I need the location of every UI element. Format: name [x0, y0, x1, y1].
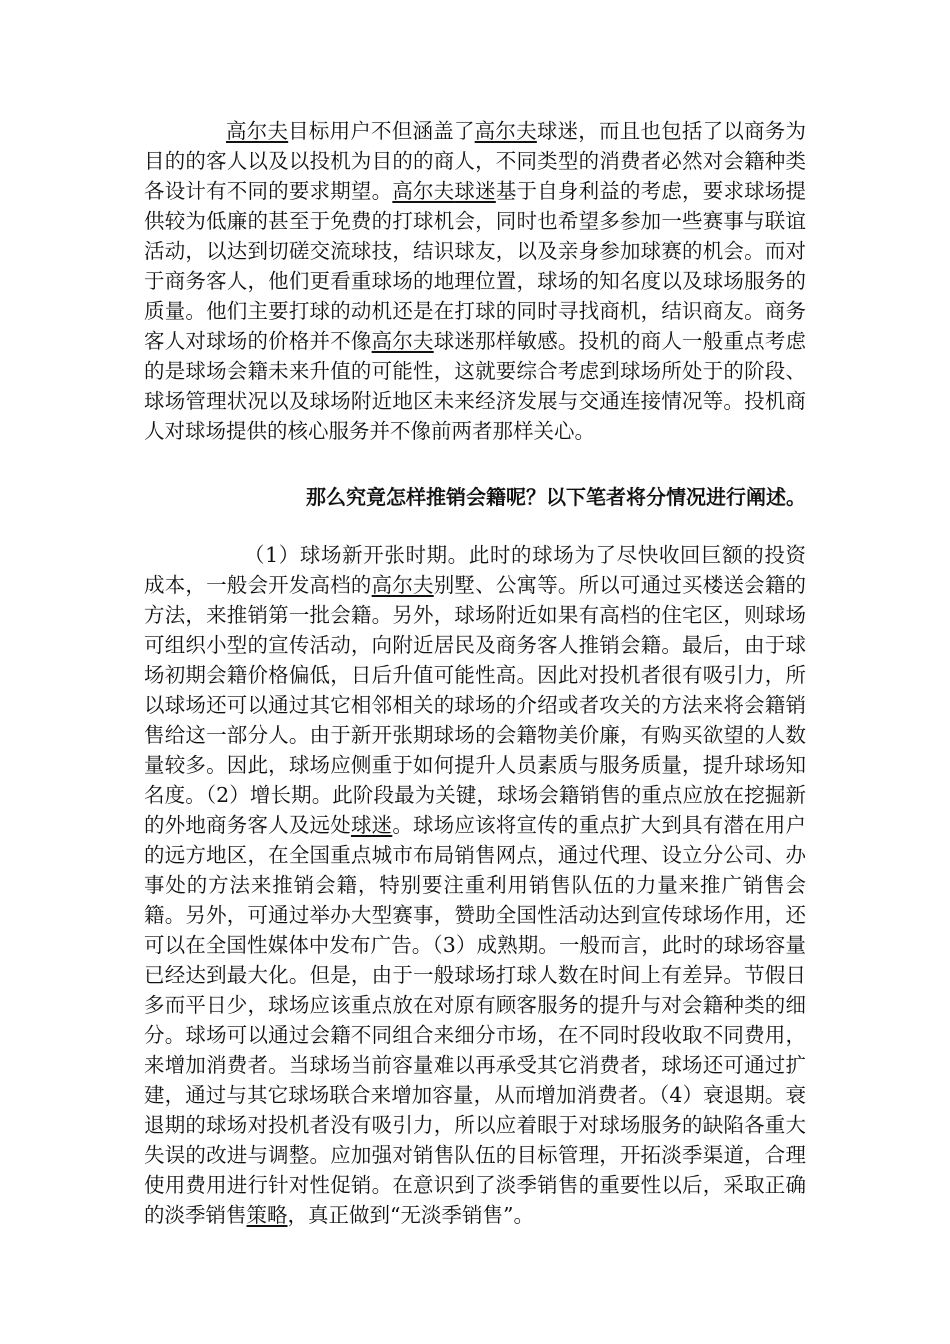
- link-golf[interactable]: 高尔夫: [474, 119, 537, 143]
- text-run: 目标用户不但涵盖了: [288, 119, 475, 143]
- text-run: 基于自身利益的考虑，要求球场提供较为低廉的甚至于免费的打球机会，同时也希望多参加一些赛事与联谊活动，以达到切磋交流球技，结识球友，以及亲身参加球赛的机会。而对于商务客人，他们更看重球场的地理位置，球场的知名度以及球场服务的质量。他们主要打球的动机还是在打球的同时寻找商机，结识商友。商务客人对球场的价格并不像: [144, 179, 807, 353]
- document-page: [144, 116, 806, 1230]
- link-fans[interactable]: 球迷: [350, 813, 393, 837]
- link-fans[interactable]: 球迷: [454, 179, 496, 203]
- text-run: ，真正做到“无淡季销售”。: [287, 1203, 534, 1227]
- link-golf[interactable]: 高尔夫: [371, 573, 434, 597]
- link-strategy[interactable]: 策略: [246, 1203, 288, 1227]
- paragraph-sales-stages: [144, 540, 806, 1230]
- text-run: 。球场应该将宣传的重点扩大到具有潜在用户的远方地区，在全国重点城市布局销售网点，通过代理、设立分公司、办事处的方法来推销会籍，特别要注重利用销售队伍的力量来推广销售会籍。另外，可通过举办大型赛事，赞助全国性活动达到宣传球场作用，还可以在全国性媒体中发布广告。（3）成熟期。一般而言，此时的球场容量已经达到最大化。但是，由于一般球场打球人数在时间上有差异。节假日多而平日少，球场应该重点放在对原有顾客服务的提升与对会籍种类的细分。球场可以通过会籍不同组合来细分市场，在不同时段收取不同费用，来增加消费者。当球场当前容量难以再承受其它消费者，球场还可通过扩建，通过与其它球场联合来增加容量，从而增加消费者。（4）衰退期。衰退期的球场对投机者没有吸引力，所以应着眼于对球场服务的缺陷各重大失误的改进与调整。应加强对销售队伍的目标管理，开拓淡季渠道，合理使用费用进行针对性促销。在意识到了淡季销售的重要性以后，采取正确的淡季销售: [144, 813, 807, 1227]
- section-heading: 那么究竟怎样推销会籍呢？以下笔者将分情况进行阐述。: [306, 485, 806, 509]
- paragraph-target-users: [144, 116, 806, 446]
- link-golf[interactable]: 高尔夫: [392, 179, 455, 203]
- text-run: 球迷那样敏感。投机的商人一般重点考虑的是球场会籍未来升值的可能性，这就要综合考虑到球场所处于的阶段、球场管理状况以及球场附近地区未来经济发展与交通连接情况等。投机商人对球场提供的核心服务并不像前两者那样关心。: [144, 329, 807, 443]
- link-golf[interactable]: 高尔夫: [226, 119, 289, 143]
- text-run: 球迷，而且也包括了以商务为目的的客人以及以投机为目的的商人，不同类型的消费者必然对会籍种类各设计有不同的要求期望。: [144, 119, 807, 203]
- text-run: 别墅、公寓等。所以可通过买楼送会籍的方法，来推销第一批会籍。另外，球场附近如果有高档的住宅区，则球场可组织小型的宣传活动，向附近居民及商务客人推销会籍。最后，由于球场初期会籍价格偏低，日后升值可能性高。因此对投机者很有吸引力，所以球场还可以通过其它相邻相关的球场的介绍或者攻关的方法来将会籍销售给这一部分人。由于新开张期球场的会籍物美价廉，有购买欲望的人数量较多。因此，球场应侧重于如何提升人员素质与服务质量，提升球场知名度。（2）增长期。此阶段最为关键，球场会籍销售的重点应放在挖掘新的外地商务客人及远处: [144, 573, 807, 837]
- link-golf[interactable]: 高尔夫: [371, 329, 434, 353]
- text-run: （1）球场新开张时期。此时的球场为了尽快收回巨额的投资成本，一般会开发高档的: [144, 543, 806, 597]
